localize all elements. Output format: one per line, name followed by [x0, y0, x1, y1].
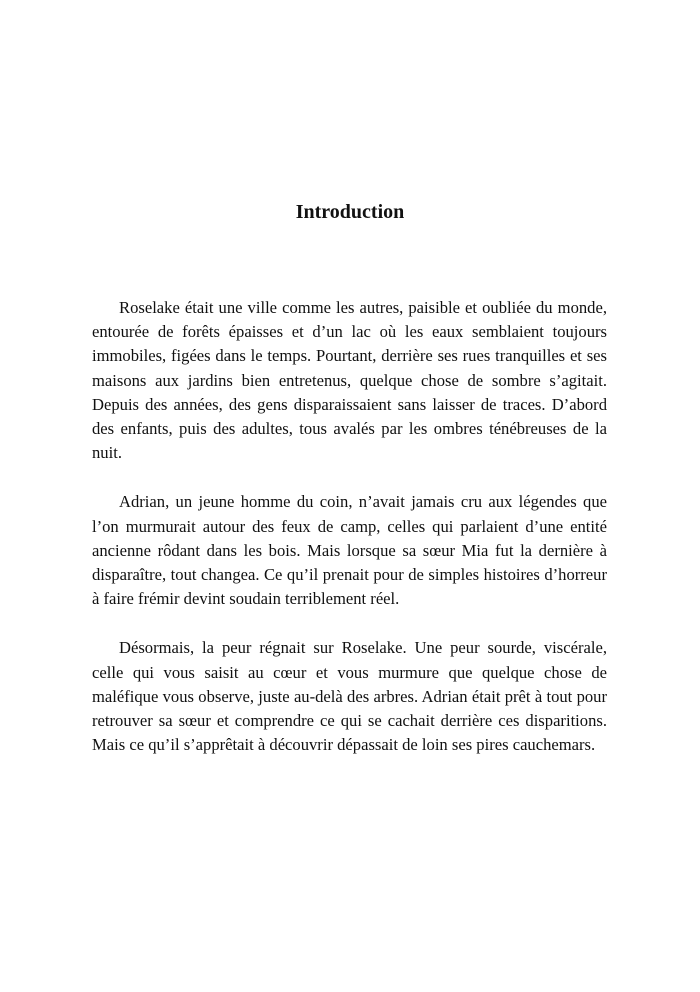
paragraph-1: Roselake était une ville comme les autres, paisible et oubliée du monde, entourée de forêts épaisses et d’un lac où les eaux semblaient toujours immobiles, figées dans le temps. Pourtant, derrière ses rues tranquilles et ses maisons aux jardins bien entretenus, quelque chose de sombre s’agitait. Depuis des années, des gens disparaissaient sans laisser de traces. D’abord des enfants, puis des adultes, tous avalés par les ombres ténébreuses de la nuit.: [92, 298, 607, 463]
chapter-body: [92, 296, 607, 782]
chapter-title: Introduction: [295, 201, 405, 223]
paragraph-2: Adrian, un jeune homme du coin, n’avait jamais cru aux légendes que l’on murmurait autour des feux de camp, celles qui parlaient d’une entité ancienne rôdant dans les bois. Mais lorsque sa sœur Mia fut la dernière à disparaître, tout changea. Ce qu’il prenait pour de simples histoires d’horreur à faire frémir devint soudain terriblement réel.: [92, 492, 607, 609]
paragraph-3: Désormais, la peur régnait sur Roselake. Une peur sourde, viscérale, celle qui vous saisit au cœur et vous murmure que quelque chose de maléfique vous observe, juste au-delà des arbres. Adrian était prêt à tout pour retrouver sa sœur et comprendre ce qui se cachait derrière ces disparitions. Mais ce qu’il s’apprêtait à découvrir dépassait de loin ses pires cauchemars.: [92, 638, 607, 755]
